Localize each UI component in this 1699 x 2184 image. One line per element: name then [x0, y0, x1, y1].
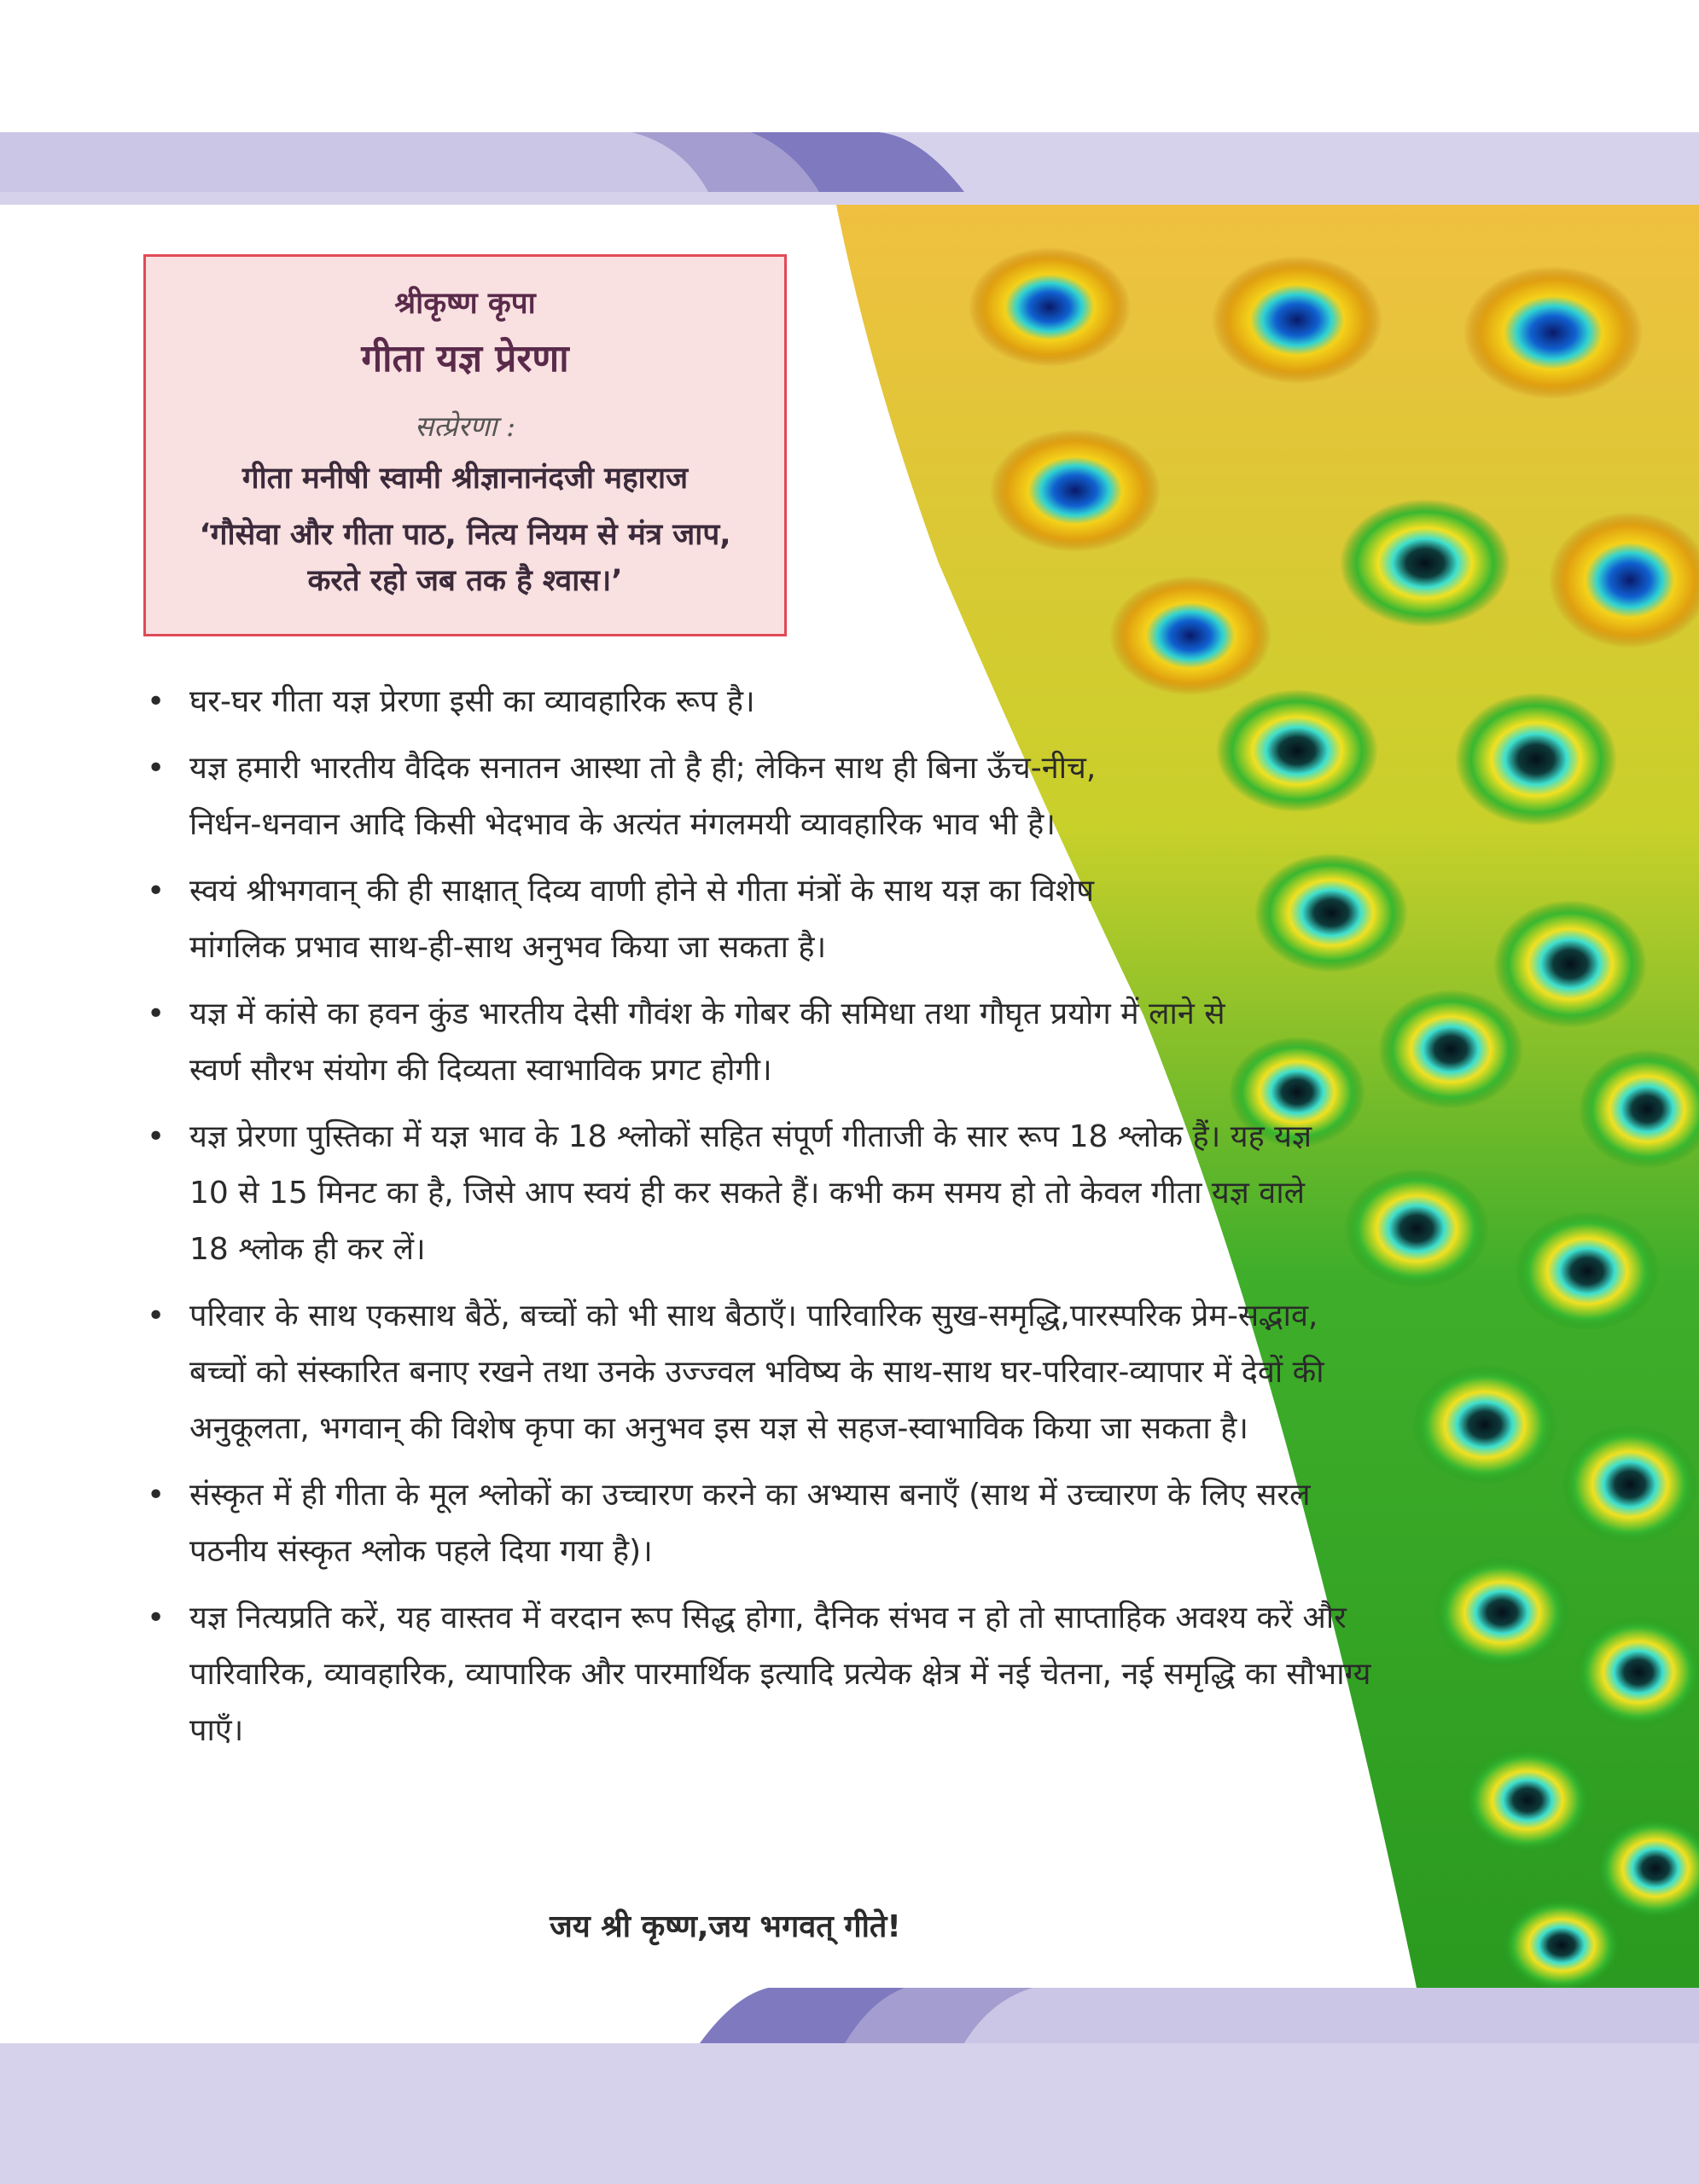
guru-name: गीता मनीषी स्वामी श्रीज्ञानानंदजी महाराज [241, 462, 689, 496]
list-item-text: घर-घर गीता यज्ञ प्रेरणा इसी का व्यावहारिक रूप है। [189, 684, 755, 719]
list-item-text: यज्ञ प्रेरणा पुस्तिका में यज्ञ भाव के 18 श्लोकों सहित संपूर्ण गीताजी के सार रूप 18 श्लोक हैं। यह यज्ञ 10 से 15 मिनट का है, जिसे आप स्वयं ही कर सकते हैं। कभी कम समय हो तो केवल गीता यज्ञ वाले 18 श्लोक ही कर लें। [189, 1119, 1312, 1267]
bullet-icon: • [147, 751, 166, 786]
list-item [137, 741, 1111, 853]
bullet-icon: • [147, 996, 166, 1031]
list-item-text: स्वयं श्रीभगवान् की ही साक्षात् दिव्य वाणी होने से गीता मंत्रों के साथ यज्ञ का विशेष मांगलिक प्रभाव साथ-ही-साथ अनुभव किया जा सकता है। [189, 874, 1095, 965]
bullet-icon: • [147, 874, 166, 909]
list-item [137, 986, 1282, 1099]
bullet-icon: • [147, 1298, 166, 1333]
blessing-heading: श्रीकृष्ण कृपा [394, 287, 536, 321]
bullet-icon: • [147, 1119, 166, 1154]
closing-salutation: जय श्री कृष्ण,जय भगवत् गीते! [550, 1909, 901, 1944]
list-item-text: यज्ञ नित्यप्रति करें, यह वास्तव में वरदान रूप सिद्ध होगा, दैनिक संभव न हो तो साप्ताहिक अवश्य करें और पारिवारिक, व्यावहारिक, व्यापारिक और पारमार्थिक इत्यादि प्रत्येक क्षेत्र में नई चेतना, नई समृद्धि का सौभाग्य पाएँ। [189, 1600, 1371, 1748]
bullet-list [137, 674, 1371, 1769]
list-item [137, 863, 1196, 976]
list-item [137, 1590, 1384, 1759]
list-item-text: यज्ञ में कांसे का हवन कुंड भारतीय देसी गौवंश के गोबर की समिधा तथा गौघृत प्रयोग में लाने से स्वर्ण सौरभ संयोग की दिव्यता स्वाभाविक प्रगट होगी। [189, 996, 1225, 1088]
bottom-decorative-band [0, 1979, 1699, 2184]
bullet-icon: • [147, 1600, 166, 1635]
list-item [137, 1467, 1384, 1580]
page-title: गीता यज्ञ प्रेरणा [361, 337, 569, 380]
bullet-icon: • [147, 684, 166, 719]
guru-quote: ‘गौसेवा और गीता पाठ, नित्य नियम से मंत्र जाप, करते रहो जब तक है श्वास।’ [199, 517, 731, 598]
title-box [143, 254, 787, 636]
list-item-text: संस्कृत में ही गीता के मूल श्लोकों का उच्चारण करने का अभ्यास बनाएँ (साथ में उच्चारण के लिए सरल पठनीय संस्कृत श्लोक पहले दिया गया है)। [189, 1478, 1311, 1569]
list-item-text: परिवार के साथ एकसाथ बैठें, बच्चों को भी साथ बैठाएँ। पारिवारिक सुख-समृद्धि,पारस्परिक प्रेम-सद्भाव, बच्चों को संस्कारित बनाए रखने तथा उनके उज्ज्वल भविष्य के साथ-साथ घर-परिवार-व्यापार में देवों की अनुकूलता, भगवान् की विशेष कृपा का अनुभव इस यज्ञ से सहज-स्वाभाविक किया जा सकता है। [189, 1298, 1324, 1446]
list-item-text: यज्ञ हमारी भारतीय वैदिक सनातन आस्था तो है ही; लेकिन साथ ही बिना ऊँच-नीच, निर्धन-धनवान आदि किसी भेदभाव के अत्यंत मंगलमयी व्यावहारिक भाव भी है। [189, 751, 1097, 842]
inspiration-label: सत्प्रेरणा : [414, 410, 516, 443]
top-decorative-band [0, 0, 1699, 209]
list-item [137, 1109, 1333, 1278]
list-item [137, 1288, 1384, 1457]
list-item [137, 674, 957, 730]
bullet-icon: • [147, 1478, 166, 1513]
